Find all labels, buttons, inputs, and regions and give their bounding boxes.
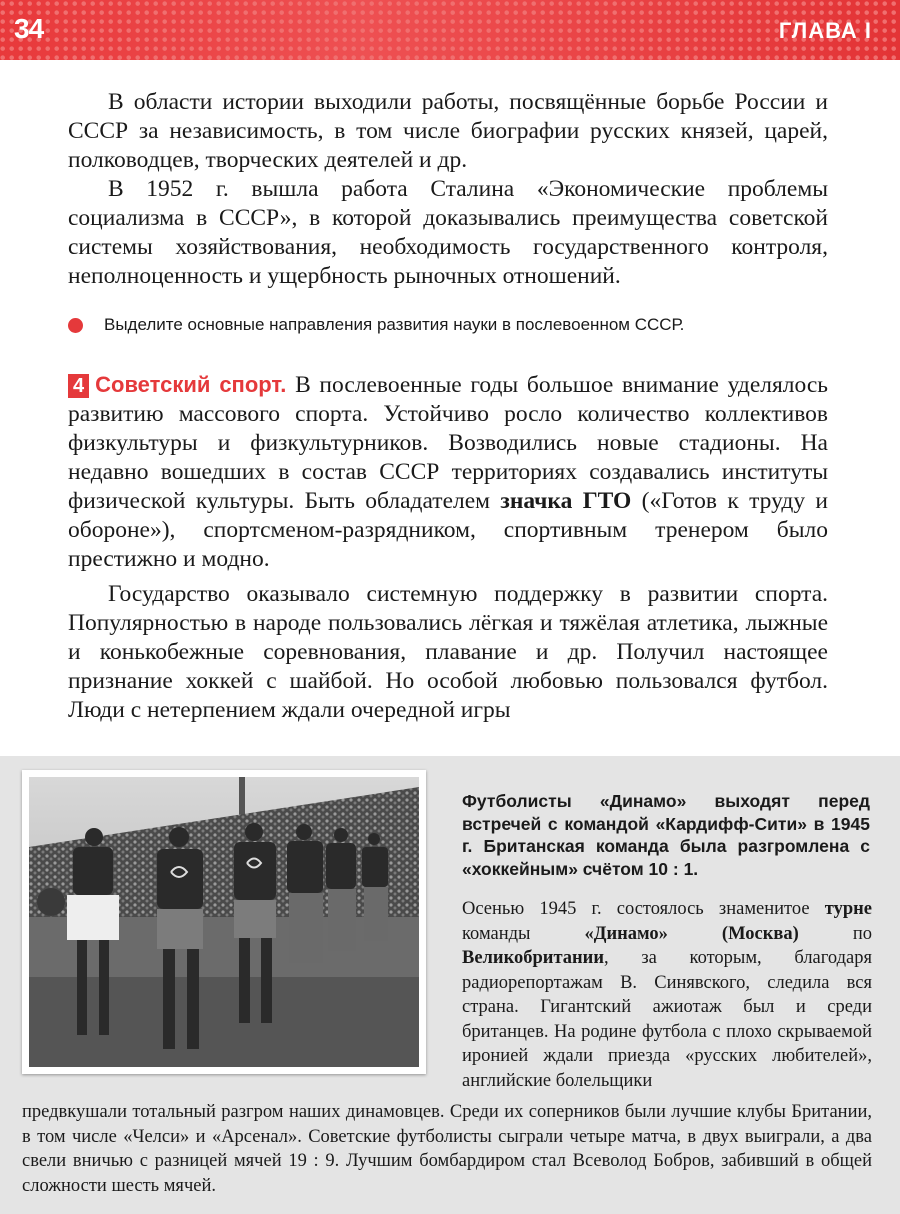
tour-text-side — [462, 897, 872, 1093]
tour-term-dynamo: «Динамо» (Москва) — [584, 923, 799, 944]
section-title: Советский спорт. — [95, 372, 287, 397]
tour-text-a: Осенью 1945 г. состоялось знаменитое — [462, 899, 810, 919]
page-number: 34 — [14, 13, 44, 44]
paragraph-history: В области истории выходили работы, посвящённые борьбе России и СССР за независимость, в том числе биографии русских князей, царей, полководцев, творческих деятелей и др. — [68, 89, 828, 173]
section-p1-text-b: («Готов к труду и обороне»), спортсменом-разрядником, спортивным тренером было престижно и модно. — [68, 488, 828, 572]
tour-text-d: по — [852, 923, 872, 944]
tour-text-e: , за которым, благодаря радиорепортажам В. Синявского, следила вся страна. Гигантский ажиотаж был и среди британцев. На родине футбола с плохо скрываемой иронией ждали приезда «русских любителей», английские болельщики — [462, 948, 872, 1091]
tour-term-turne: турне — [824, 899, 873, 919]
chapter-label: ГЛАВА I — [778, 18, 872, 43]
gto-term: значка ГТО — [500, 488, 632, 514]
tour-term-britain: Великобритании — [462, 948, 604, 968]
section-p1-text-a: В послевоенные годы большое внимание уделялось развитию массового спорта. Устойчиво росло количество коллективов физкультуры и физкультурников. Возводились новые стадионы. На недавно вошедших в состав СССР территориях создавались институты физической культуры. Быть обладателем — [68, 372, 828, 514]
dynamo-team-photo — [22, 770, 426, 1074]
photo-image — [29, 777, 419, 1067]
paragraph-stalin-work: В 1952 г. вышла работа Сталина «Экономические проблемы социализма в СССР», в которой доказывались преимущества советской системы хозяйствования, необходимость государственного контроля, неполноценность и ущербность рыночных отношений. — [68, 176, 828, 289]
task-text: Выделите основные направления развития науки в послевоенном СССР. — [104, 315, 685, 334]
tour-text-bottom: предвкушали тотальный разгром наших динамовцев. Среди их соперников были лучшие клубы Британии, в том числе «Челси» и «Арсенал». Советские футболисты сыграли четыре матча, в двух выиграли, а два свели вничью с разницей мячей 19 : 9. Лучшим бомбардиром стал Всеволод Бобров, забивший в общей сложности шесть мячей. — [22, 1102, 872, 1196]
section-paragraph-2: Государство оказывало системную поддержку в развитии спорта. Популярностью в народе пользовались лёгкая и тяжёлая атлетика, лыжные и конькобежные соревнования, плавание и др. Получил настоящее признание хоккей с шайбой. Но особой любовью пользовался футбол. Люди с нетерпением ждали очередной игры — [68, 581, 828, 723]
task-bullet-icon — [68, 318, 83, 333]
section-number: 4 — [68, 374, 89, 398]
page-header — [0, 0, 900, 60]
photo-caption: Футболисты «Динамо» выходят перед встречей с командой «Кардифф-Сити» в 1945 г. Британская команда была разгромлена с «хоккейным» счётом 10 : 1. — [462, 791, 870, 879]
section-paragraph-1 — [68, 370, 828, 574]
tour-text-c: команды — [462, 923, 531, 944]
